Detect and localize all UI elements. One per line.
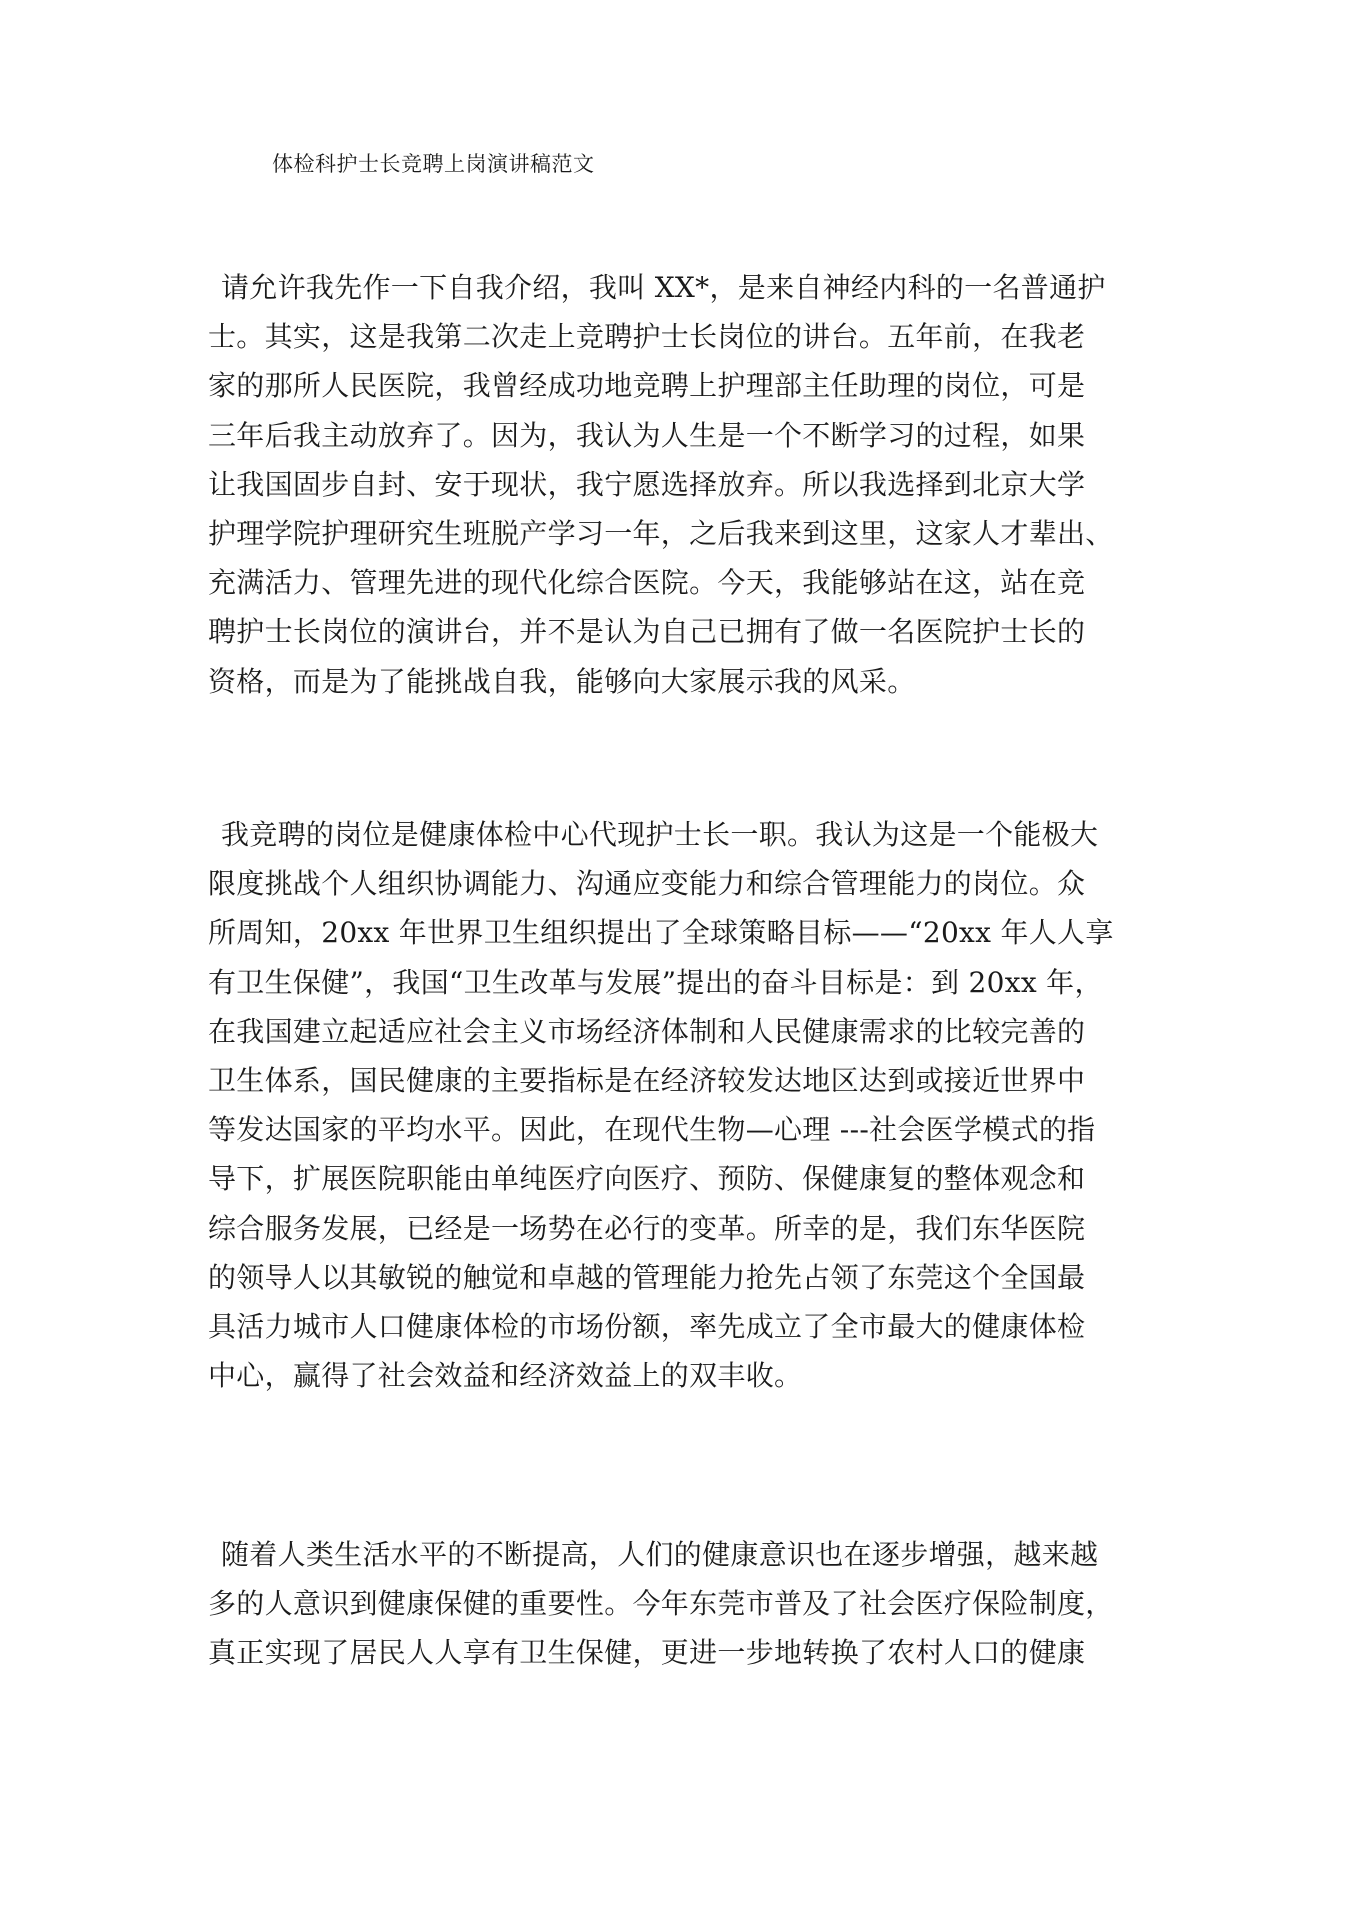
paragraph-position bbox=[208, 810, 1208, 1400]
text-line: 导下，扩展医院职能由单纯医疗向医疗、预防、保健康复的整体观念和 bbox=[208, 1162, 1086, 1196]
text-line: 我竞聘的岗位是健康体检中心代现护士长一职。我认为这是一个能极大 bbox=[221, 818, 1099, 851]
text-line: 有卫生保健”，我国“卫生改革与发展”提出的奋斗目标是：到 20xx 年， bbox=[208, 965, 1103, 999]
text-line: 聘护士长岗位的演讲台，并不是认为自己已拥有了做一名医院护士长的 bbox=[208, 615, 1086, 649]
text-line: 护理学院护理研究生班脱产学习一年，之后我来到这里，这家人才辈出、 bbox=[208, 516, 1114, 550]
text-line: 充满活力、管理先进的现代化综合医院。今天，我能够站在这，站在竞 bbox=[208, 566, 1086, 600]
paragraph-health-awareness bbox=[208, 1530, 1208, 1678]
text-line: 具活力城市人口健康体检的市场份额，率先成立了全市最大的健康体检 bbox=[208, 1309, 1086, 1343]
text-line: 中心，赢得了社会效益和经济效益上的双丰收。 bbox=[208, 1359, 803, 1393]
text-line: 请允许我先作一下自我介绍，我叫 XX*，是来自神经内科的一名普通护 bbox=[221, 271, 1106, 304]
paragraph-self-introduction bbox=[208, 263, 1208, 706]
text-line: 士。其实，这是我第二次走上竞聘护士长岗位的讲台。五年前，在我老 bbox=[208, 320, 1086, 354]
text-line: 在我国建立起适应社会主义市场经济体制和人民健康需求的比较完善的 bbox=[208, 1014, 1086, 1048]
text-line: 的领导人以其敏锐的触觉和卓越的管理能力抢先占领了东莞这个全国最 bbox=[208, 1260, 1086, 1294]
text-line: 随着人类生活水平的不断提高，人们的健康意识也在逐步增强，越来越 bbox=[221, 1538, 1099, 1571]
document-title: 体检科护士长竞聘上岗演讲稿范文 bbox=[272, 152, 595, 176]
text-line: 三年后我主动放弃了。因为，我认为人生是一个不断学习的过程，如果 bbox=[208, 418, 1086, 452]
text-line: 多的人意识到健康保健的重要性。今年东莞市普及了社会医疗保险制度， bbox=[208, 1587, 1114, 1621]
text-line: 限度挑战个人组织协调能力、沟通应变能力和综合管理能力的岗位。众 bbox=[208, 867, 1086, 901]
text-line: 综合服务发展，已经是一场势在必行的变革。所幸的是，我们东华医院 bbox=[208, 1211, 1086, 1245]
text-line: 让我国固步自封、安于现状，我宁愿选择放弃。所以我选择到北京大学 bbox=[208, 467, 1086, 501]
text-line: 等发达国家的平均水平。因此，在现代生物—心理 ---社会医学模式的指 bbox=[208, 1113, 1096, 1147]
text-line: 所周知，20xx 年世界卫生组织提出了全球策略目标——“20xx 年人人享 bbox=[208, 916, 1114, 950]
text-line: 家的那所人民医院，我曾经成功地竞聘上护理部主任助理的岗位，可是 bbox=[208, 369, 1086, 403]
text-line: 真正实现了居民人人享有卫生保健，更进一步地转换了农村人口的健康 bbox=[208, 1636, 1086, 1670]
text-line: 卫生体系，国民健康的主要指标是在经济较发达地区达到或接近世界中 bbox=[208, 1063, 1086, 1097]
text-line: 资格，而是为了能挑战自我，能够向大家展示我的风采。 bbox=[208, 664, 916, 698]
